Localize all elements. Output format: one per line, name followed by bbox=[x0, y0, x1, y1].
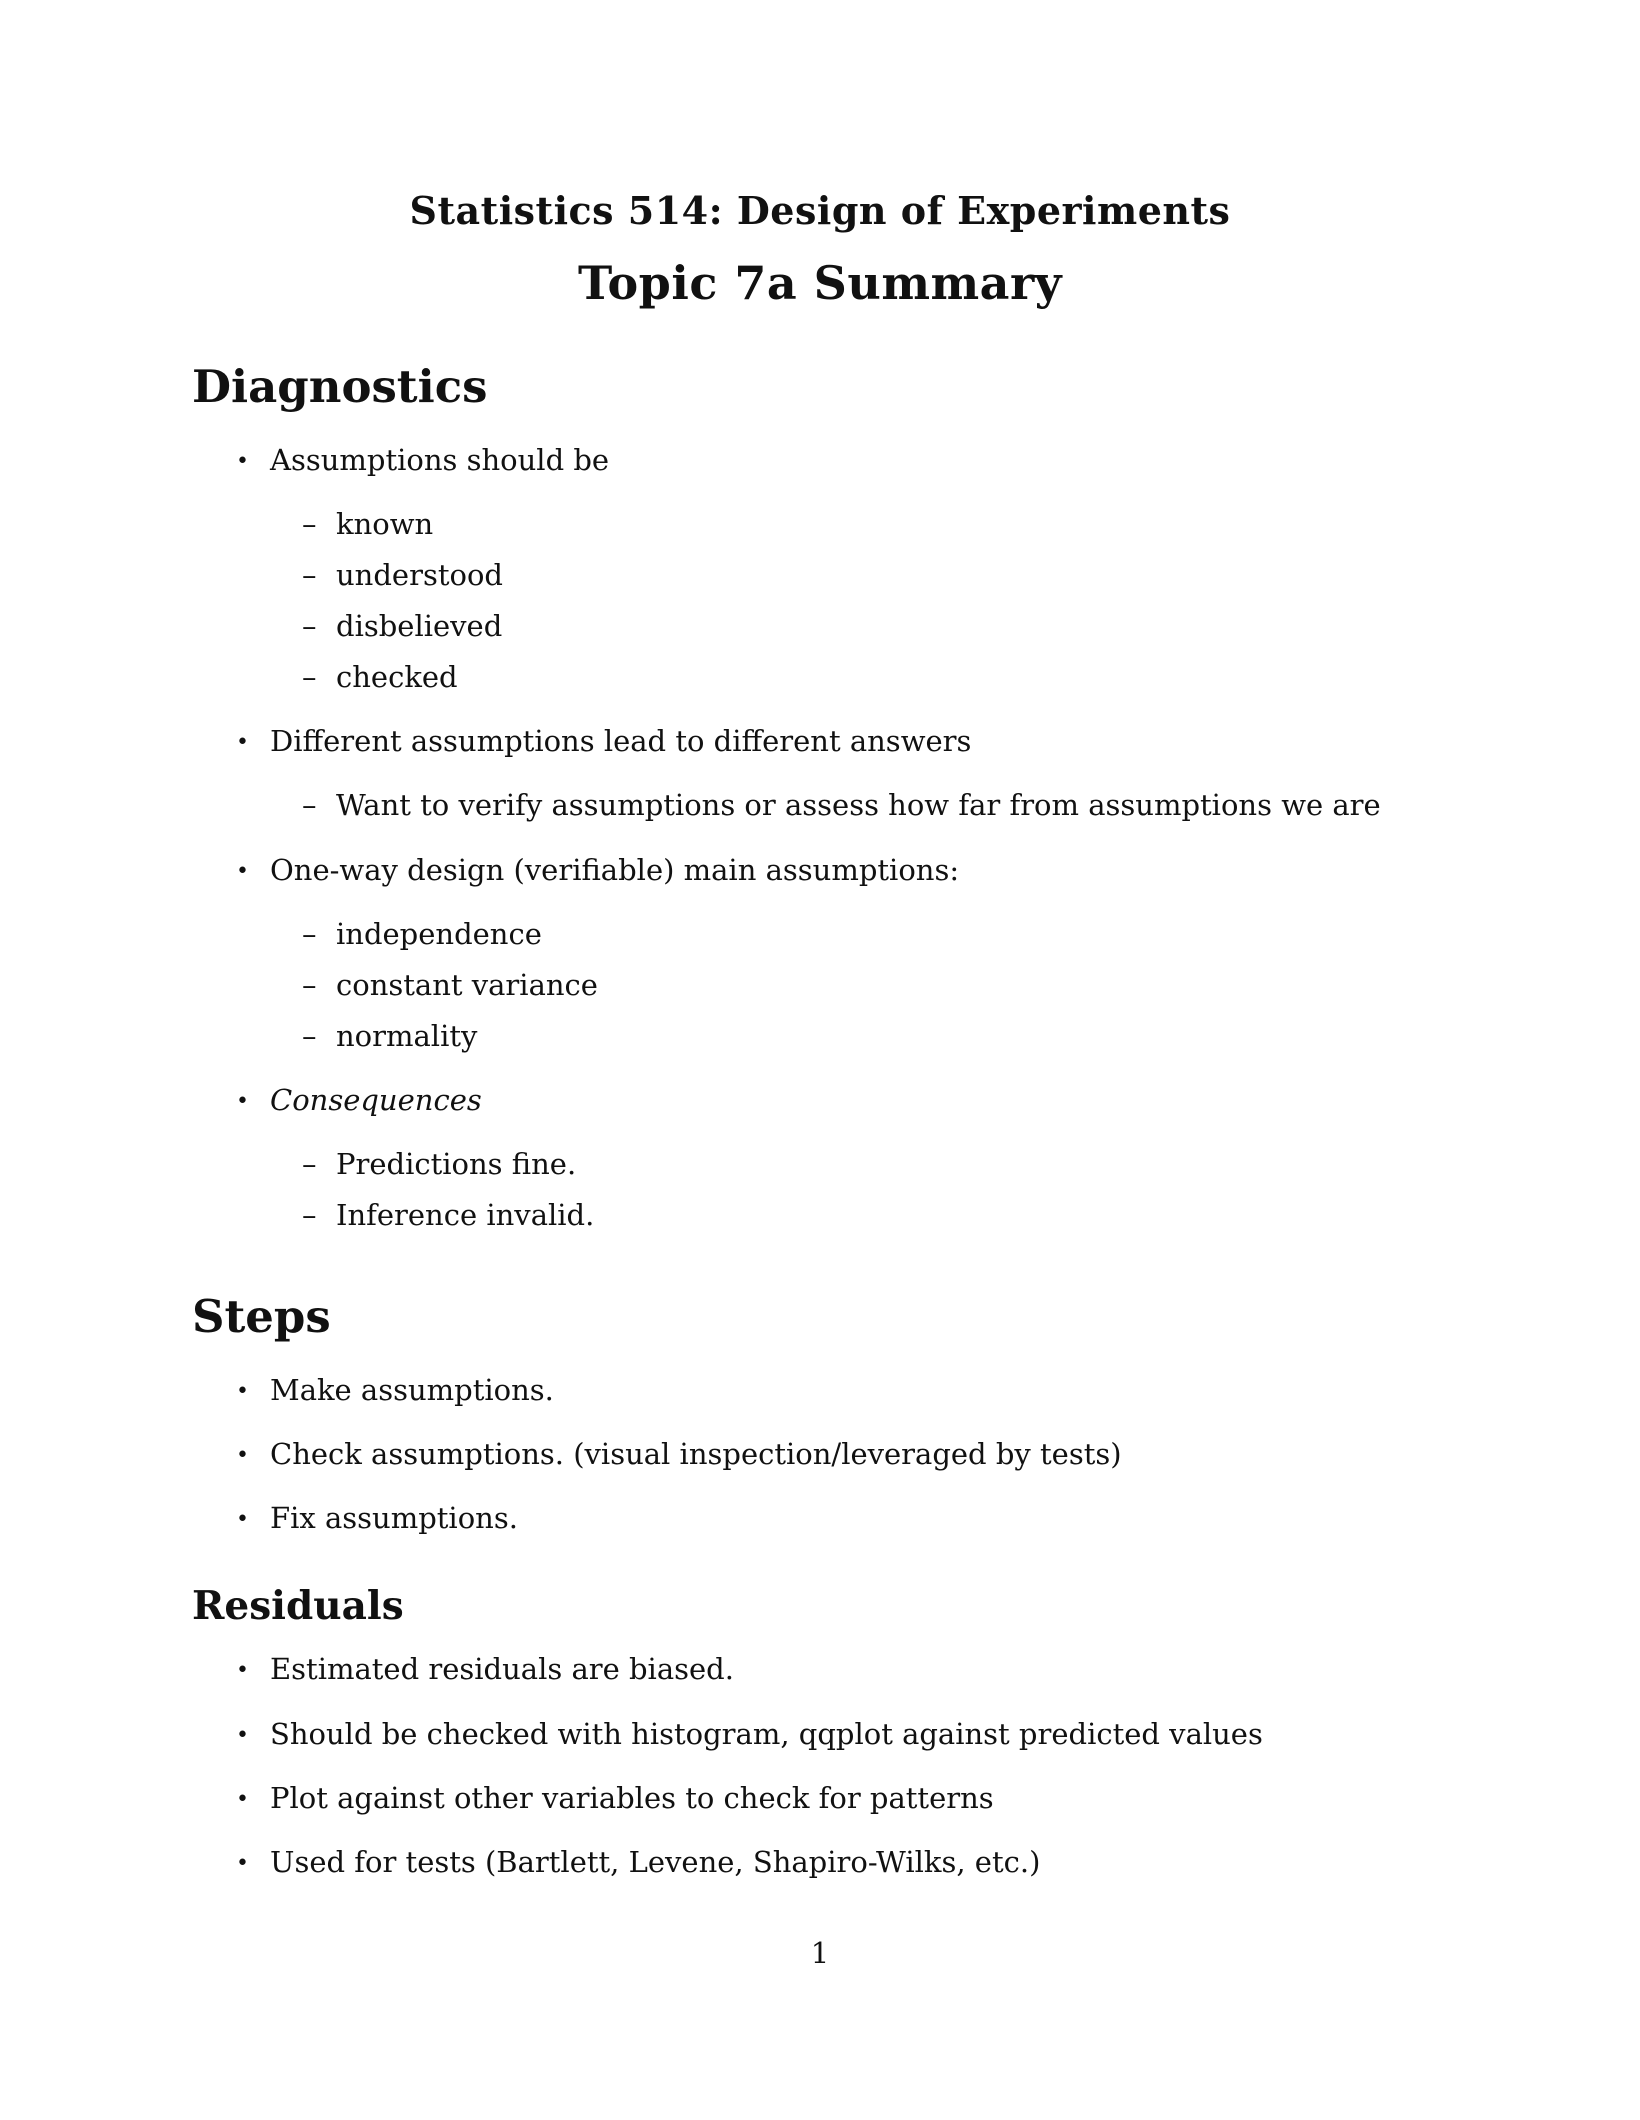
sub-list-item-text: known bbox=[336, 507, 434, 541]
list-item-text: One-way design (verifiable) main assumptions: bbox=[270, 853, 960, 887]
dash: – bbox=[302, 1147, 317, 1181]
section-heading-residuals: Residuals bbox=[192, 1583, 404, 1629]
sub-list-item-text: Inference invalid. bbox=[336, 1198, 595, 1232]
bullet: • bbox=[236, 1443, 249, 1468]
sub-list-item bbox=[302, 507, 433, 541]
list-item bbox=[236, 1717, 1263, 1751]
page-number: 1 bbox=[810, 1936, 830, 1970]
dash: – bbox=[302, 609, 317, 643]
bullet: • bbox=[236, 1851, 249, 1876]
sub-list-item-text: Predictions fine. bbox=[336, 1147, 577, 1181]
bullet: • bbox=[236, 1089, 249, 1114]
sub-list-item bbox=[302, 558, 503, 592]
list-item bbox=[236, 853, 959, 887]
section-heading-diagnostics: Diagnostics bbox=[192, 360, 488, 413]
bullet: • bbox=[236, 449, 249, 474]
list-item-text: Estimated residuals are biased. bbox=[270, 1652, 734, 1686]
sub-list-item bbox=[302, 609, 502, 643]
bullet: • bbox=[236, 1658, 249, 1683]
bullet: • bbox=[236, 1379, 249, 1404]
dash: – bbox=[302, 660, 317, 694]
list-item bbox=[236, 724, 971, 758]
sub-list-item-text: normality bbox=[336, 1019, 478, 1053]
topic-title: Topic 7a Summary bbox=[578, 256, 1062, 310]
sub-list-item-text: checked bbox=[336, 660, 458, 694]
list-item bbox=[236, 1781, 994, 1815]
dash: – bbox=[302, 507, 317, 541]
sub-list-item-text: understood bbox=[336, 558, 503, 592]
sub-list-item bbox=[302, 660, 458, 694]
sub-list-item-text: Want to verify assumptions or assess how far from assumptions we are bbox=[336, 788, 1381, 822]
dash: – bbox=[302, 788, 317, 822]
list-item bbox=[236, 443, 609, 477]
sub-list-item-text: independence bbox=[336, 917, 542, 951]
sub-list-item bbox=[302, 917, 542, 951]
list-item-text: Make assumptions. bbox=[270, 1373, 554, 1407]
bullet: • bbox=[236, 1507, 249, 1532]
sub-list-item bbox=[302, 1019, 477, 1053]
dash: – bbox=[302, 968, 317, 1002]
bullet: • bbox=[236, 859, 249, 884]
list-item-text: Different assumptions lead to different answers bbox=[270, 724, 972, 758]
list-item bbox=[236, 1652, 734, 1686]
dash: – bbox=[302, 1198, 317, 1232]
list-item bbox=[236, 1845, 1040, 1879]
list-item-text: Plot against other variables to check for patterns bbox=[270, 1781, 994, 1815]
sub-list-item bbox=[302, 788, 1381, 822]
list-item bbox=[236, 1083, 482, 1117]
bullet: • bbox=[236, 730, 249, 755]
list-item-text: Check assumptions. (visual inspection/leveraged by tests) bbox=[270, 1437, 1122, 1471]
list-item bbox=[236, 1501, 518, 1535]
sub-list-item-text: constant variance bbox=[336, 968, 598, 1002]
sub-list-item bbox=[302, 1198, 594, 1232]
list-item bbox=[236, 1373, 554, 1407]
bullet: • bbox=[236, 1787, 249, 1812]
list-item bbox=[236, 1437, 1122, 1471]
sub-list-item bbox=[302, 968, 598, 1002]
section-heading-steps: Steps bbox=[192, 1290, 331, 1343]
bullet: • bbox=[236, 1723, 249, 1748]
dash: – bbox=[302, 917, 317, 951]
list-item-text: Assumptions should be bbox=[270, 443, 610, 477]
list-item-text: Should be checked with histogram, qqplot against predicted values bbox=[270, 1717, 1263, 1751]
list-item-text: Consequences bbox=[270, 1083, 482, 1117]
dash: – bbox=[302, 1019, 317, 1053]
sub-list-item bbox=[302, 1147, 576, 1181]
dash: – bbox=[302, 558, 317, 592]
course-title: Statistics 514: Design of Experiments bbox=[409, 188, 1231, 233]
list-item-text: Used for tests (Bartlett, Levene, Shapiro-Wilks, etc.) bbox=[270, 1845, 1041, 1879]
sub-list-item-text: disbelieved bbox=[336, 609, 503, 643]
list-item-text: Fix assumptions. bbox=[270, 1501, 518, 1535]
